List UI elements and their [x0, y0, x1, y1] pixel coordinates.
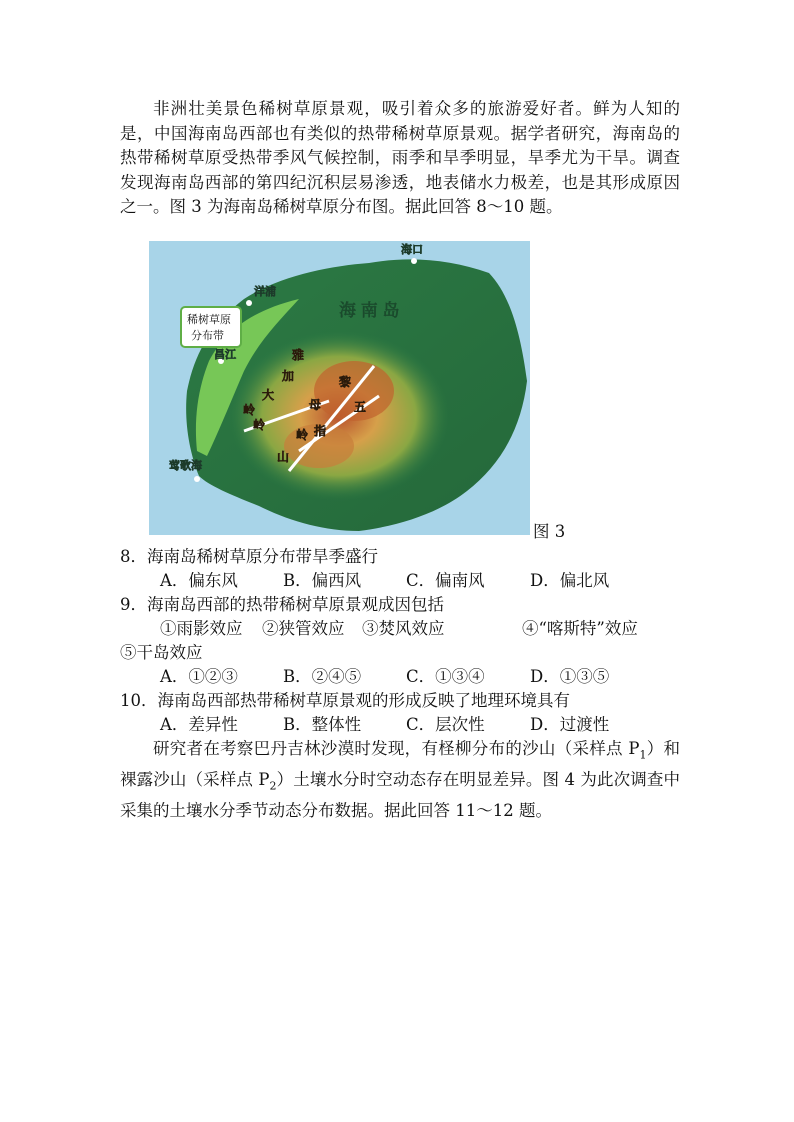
passage-2-part2: ）和裸露沙山（采样点 P [120, 739, 680, 789]
question-8-stem: 海南岛稀树草原分布带旱季盛行 [147, 547, 378, 566]
question-9-option-b: B．②④⑤ [283, 667, 362, 686]
wuzhi-char-2: 指 [314, 424, 327, 438]
question-10-option-b: B．整体性 [283, 715, 362, 734]
yajia-char-5: 岭 [253, 418, 266, 432]
question-10-option-a: A．差异性 [160, 715, 238, 734]
yangpu-label: 洋浦 [254, 286, 276, 298]
yinggehai-label: 莺歌海 [169, 460, 202, 472]
question-10-option-d: D．过渡性 [530, 715, 610, 734]
yajia-char-3: 大 [262, 388, 275, 402]
question-10-number: 10． [120, 691, 158, 710]
yajia-char-1: 雅 [292, 348, 305, 362]
question-10-stem: 海南岛西部热带稀树草原景观的形成反映了地理环境具有 [157, 691, 570, 710]
yajia-char-4: 岭 [243, 403, 256, 417]
limu-char-2: 母 [309, 398, 322, 412]
passage-2-sub1: 1 [639, 748, 647, 762]
passage-2-paragraph [120, 737, 680, 823]
limu-char-1: 黎 [339, 375, 352, 389]
savanna-legend-line2: 分布带 [191, 329, 224, 342]
savanna-legend-line1: 稀树草原 [187, 313, 231, 326]
yajia-char-2: 加 [282, 369, 295, 383]
wuzhi-char-1: 五 [354, 400, 367, 414]
question-9 [120, 593, 444, 617]
question-9-option-d: D．①③⑤ [530, 667, 610, 686]
question-8-number: 8． [120, 547, 147, 566]
question-10-option-c: C．层次性 [406, 715, 485, 734]
question-9-item-3: ③焚风效应 [362, 619, 445, 638]
changjiang-label: 昌江 [214, 349, 236, 361]
passage-2-sub2: 2 [269, 779, 277, 793]
passage-2-part1: 研究者在考察巴丹吉林沙漠时发现，有柽柳分布的沙山（采样点 P [153, 739, 640, 758]
figure-3-caption: 图 3 [533, 522, 566, 541]
limu-char-3: 岭 [296, 428, 309, 442]
island-name-label: 海 南 岛 [339, 301, 400, 320]
question-8-option-a: A．偏东风 [160, 571, 238, 590]
question-9-item-5: ⑤干岛效应 [120, 643, 203, 662]
yinggehai-dot [194, 476, 200, 482]
wuzhi-char-3: 山 [277, 450, 290, 464]
question-9-option-c: C．①③④ [406, 667, 485, 686]
haikou-dot [411, 258, 417, 264]
question-9-item-1: ①雨影效应 [160, 619, 243, 638]
haikou-label: 海口 [401, 244, 423, 256]
hainan-savanna-map [149, 241, 530, 535]
passage-2-part3: ）土壤水分时空动态存在明显差异。图 4 为此次调查中采集的土壤水分季节动态分布数据。据此回答 11～12 题。 [120, 769, 680, 820]
question-8-option-c: C．偏南风 [406, 571, 485, 590]
question-9-item-4: ④“喀斯特”效应 [522, 619, 638, 638]
question-9-stem: 海南岛西部的热带稀树草原景观成因包括 [147, 595, 444, 614]
question-9-option-a: A．①②③ [160, 667, 238, 686]
question-8 [120, 545, 378, 569]
yangpu-dot [246, 300, 252, 306]
question-9-number: 9． [120, 595, 147, 614]
question-9-item-2: ②狭管效应 [262, 619, 345, 638]
question-10 [120, 689, 570, 713]
intro-paragraph: 非洲壮美景色稀树草原景观，吸引着众多的旅游爱好者。鲜为人知的是，中国海南岛西部也有类似的热带稀树草原景观。据学者研究，海南岛的热带稀树草原受热带季风气候控制，雨季和旱季明显，旱季尤为干旱。调查发现海南岛西部的第四纪沉积层易渗透，地表储水力极差，也是其形成原因之一。图 3 为海南岛稀树草原分布图。据此回答 8～10 题。 [120, 99, 680, 216]
question-8-option-b: B．偏西风 [283, 571, 362, 590]
question-8-option-d: D．偏北风 [530, 571, 610, 590]
